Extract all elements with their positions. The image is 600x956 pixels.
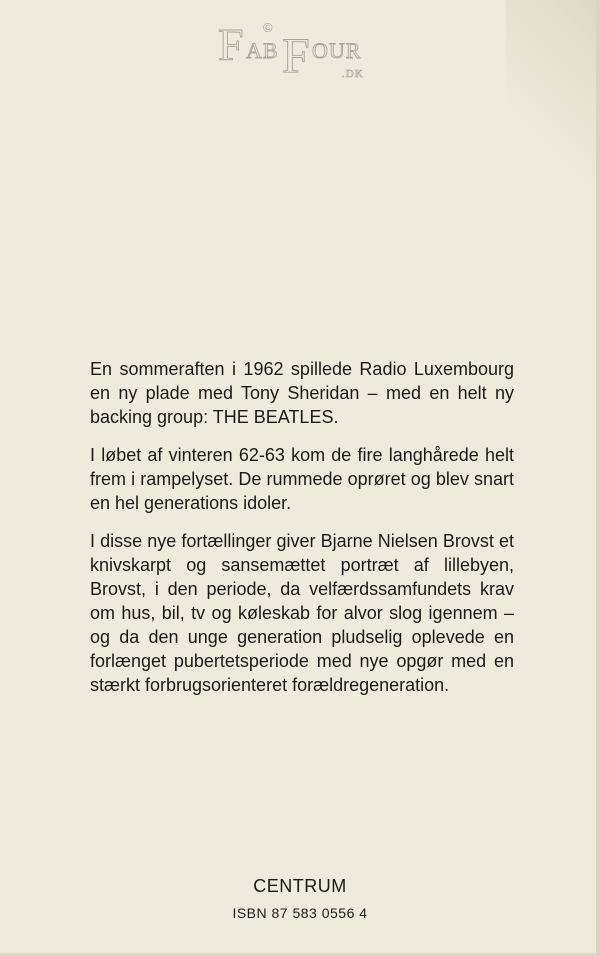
blurb-paragraph: I disse nye fortællinger giver Bjarne Nielsen Brovst et knivskarpt og sansemættet portræt af lillebyen, Brovst, i den periode, da velfærdssamfundets krav om hus, bil, tv og køleskab for alvor slog igennem – og da den unge generation pludselig oplevede en forlænget pubertetsperiode med nye opgør med en stærkt forbrugsorienteret forældregeneration.: [90, 531, 514, 695]
watermark-domain: .DK: [342, 68, 364, 80]
corner-shadow: [506, 0, 596, 190]
watermark-copyright-symbol: ©: [263, 20, 273, 35]
publisher-name: CENTRUM: [253, 876, 347, 896]
isbn-number: ISBN 87 583 0556 4: [232, 905, 368, 921]
blurb-paragraph: En sommeraften i 1962 spillede Radio Luxembourg en ny plade med Tony Sheridan – med en helt ny backing group: THE BEATLES.: [90, 359, 514, 427]
fabfour-watermark-logo: [218, 20, 388, 90]
blurb-paragraph: I løbet af vinteren 62-63 kom de fire langhårede helt frem i rampelyset. De rummede oprøret og blev snart en hel generations idoler.: [90, 445, 514, 513]
blurb-text: [90, 357, 514, 711]
watermark-letters-ab: AB: [246, 38, 279, 63]
watermark-letter-f: F: [218, 19, 244, 70]
watermark-letters-our: OUR: [312, 38, 362, 63]
watermark-letter-f-second: F: [282, 27, 310, 83]
